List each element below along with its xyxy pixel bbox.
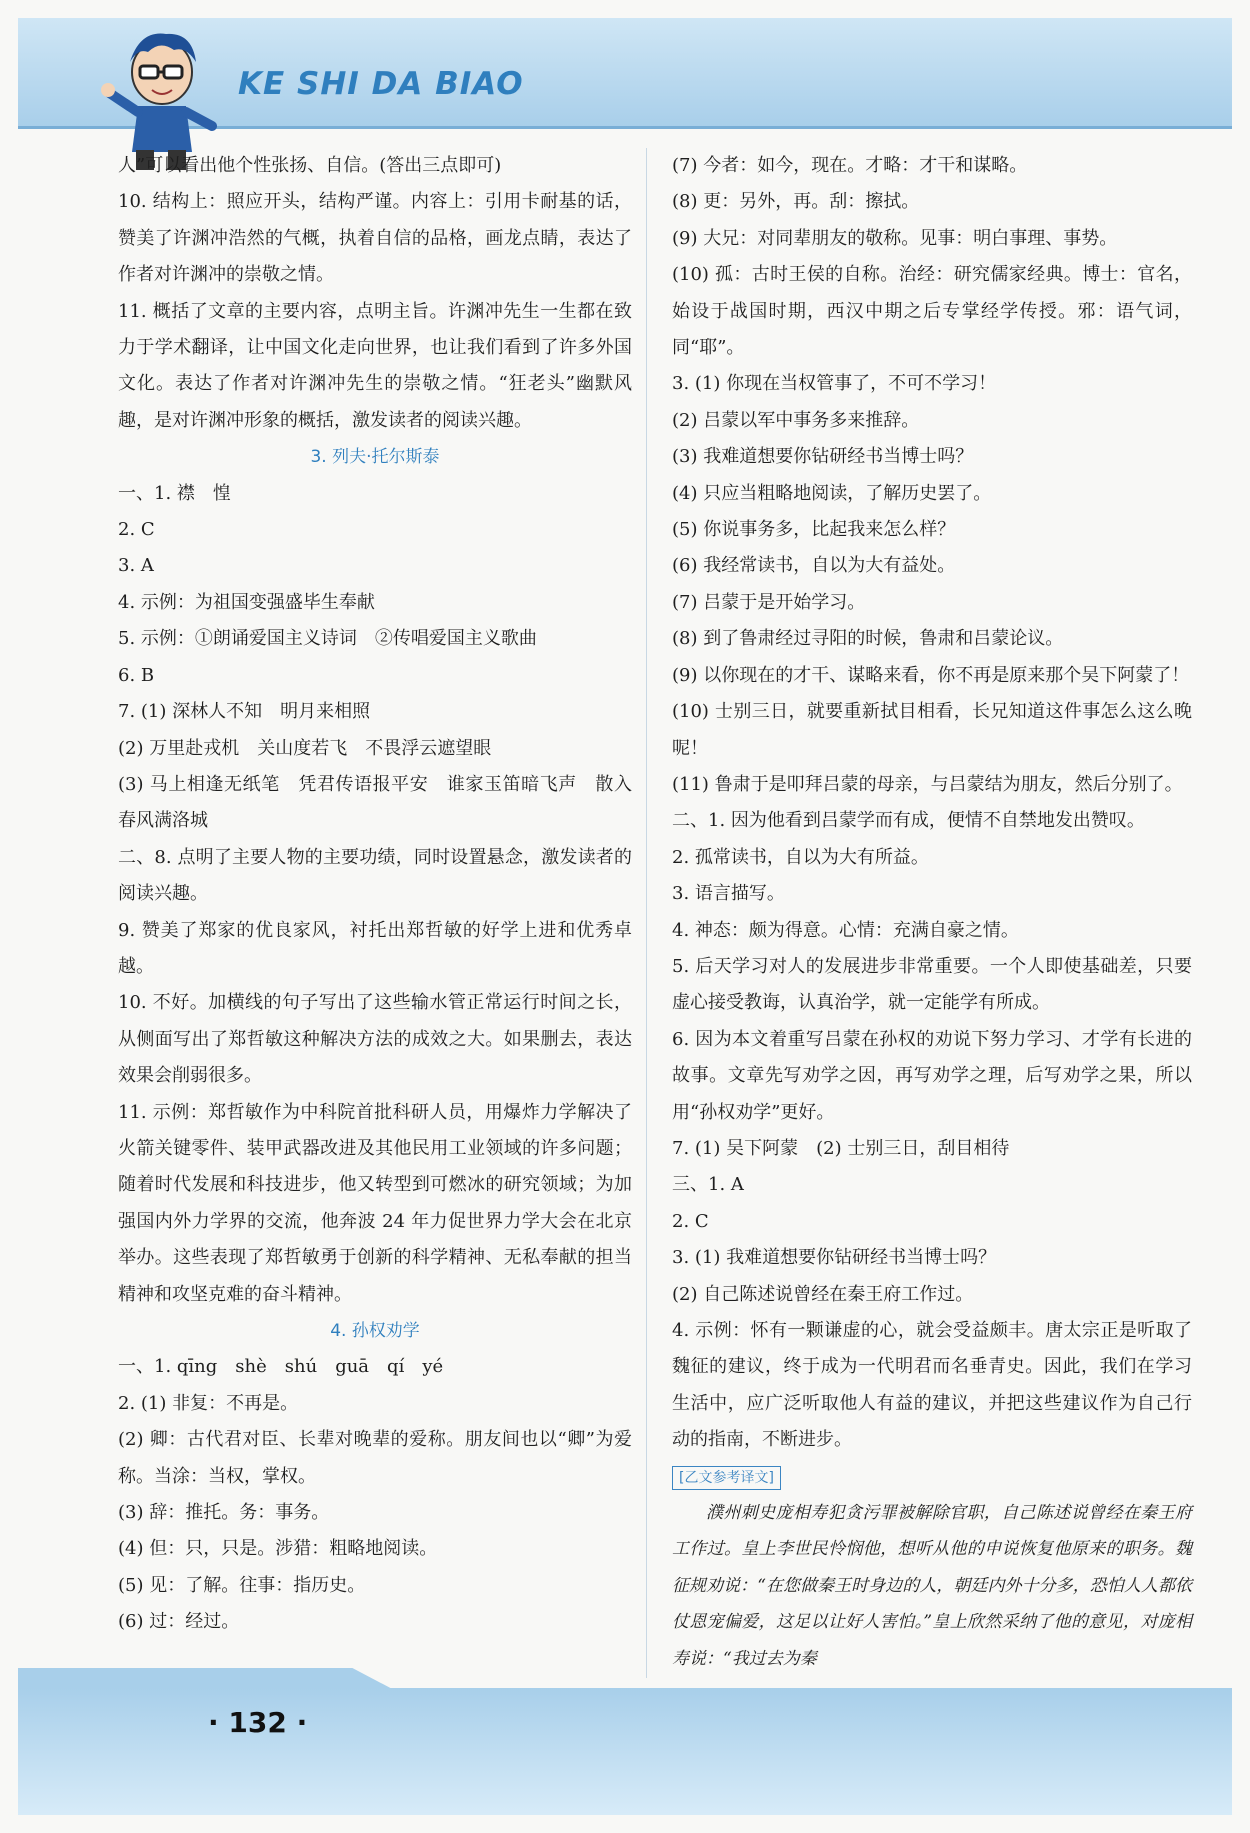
- answer-line: 4. 示例：为祖国变强盛毕生奉献: [118, 591, 375, 613]
- answer-line: (4) 只应当粗略地阅读，了解历史罢了。: [672, 482, 992, 504]
- answer-line: (3) 辞：推托。务：事务。: [118, 1502, 330, 1524]
- answer-line: (2) 卿：古代君对臣、长辈对晚辈的爱称。朋友间也以“卿”为爱称。当涂：当权，掌权。: [118, 1429, 632, 1487]
- answer-line: (6) 我经常读书，自以为大有益处。: [672, 555, 956, 577]
- answer-line: 10. 结构上：照应开头，结构严谨。内容上：引用卡耐基的话，赞美了许渊冲浩然的气概，执着自信的品格，画龙点睛，表达了作者对许渊冲的崇敬之情。: [118, 191, 632, 286]
- left-column: [118, 148, 632, 1641]
- answer-line: (11) 鲁肃于是叩拜吕蒙的母亲，与吕蒙结为朋友，然后分别了。: [672, 773, 1183, 795]
- answer-line: 3. (1) 你现在当权管事了，不可不学习！: [672, 373, 997, 395]
- answer-line: 2. (1) 非复：不再是。: [118, 1392, 299, 1414]
- section-heading: 3. 列夫·托尔斯泰: [310, 447, 440, 468]
- answer-line: 4. 神态：颇为得意。心情：充满自豪之情。: [672, 919, 1019, 941]
- answer-line: 5. 后天学习对人的发展进步非常重要。一个人即使基础差，只要虚心接受教诲，认真治学，就一定能学有所成。: [672, 955, 1192, 1014]
- answer-line: (7) 吕蒙于是开始学习。: [672, 591, 866, 613]
- answer-line: (2) 吕蒙以军中事务多来推辞。: [672, 409, 920, 431]
- answer-line: 3. 语言描写。: [672, 883, 785, 905]
- answer-line: 7. (1) 吴下阿蒙 (2) 士别三日，刮目相待: [672, 1137, 1010, 1159]
- answer-line: 2. 孤常读书，自以为大有所益。: [672, 846, 929, 868]
- answer-line: (6) 过：经过。: [118, 1611, 240, 1633]
- answer-line: 7. (1) 深林人不知 明月来相照: [118, 701, 371, 723]
- answer-line: 二、8. 点明了主要人物的主要功绩，同时设置悬念，激发读者的阅读兴趣。: [118, 846, 632, 905]
- answer-line: 10. 不好。加横线的句子写出了这些输水管正常运行时间之长，从侧面写出了郑哲敏这种解决方法的成效之大。如果删去，表达效果会削弱很多。: [118, 992, 632, 1087]
- answer-line: (10) 孤：古时王侯的自称。治经：研究儒家经典。博士：官名，始设于战国时期，西汉中期之后专掌经学传授。邪：语气词，同“耶”。: [672, 264, 1192, 359]
- page-number: · 132 ·: [208, 1706, 308, 1739]
- column-divider: [646, 148, 647, 1678]
- answer-line: 5. 示例：①朗诵爱国主义诗词 ②传唱爱国主义歌曲: [118, 628, 537, 650]
- answer-line: 一、1. 襟 惶: [118, 482, 231, 504]
- answer-line: (4) 但：只，只是。涉猎：粗略地阅读。: [118, 1538, 438, 1560]
- answer-line: 11. 概括了文章的主要内容，点明主旨。许渊冲先生一生都在致力于学术翻译，让中国文化走向世界，也让我们看到了许多外国文化。表达了作者对许渊冲先生的崇敬之情。“狂老头”幽默风趣，是对许渊冲形象的概括，激发读者的阅读兴趣。: [118, 300, 632, 431]
- answer-line: (10) 士别三日，就要重新拭目相看，长兄知道这件事怎么这么晚呢！: [672, 701, 1192, 759]
- translation-label: [乙文参考译文]: [672, 1459, 1192, 1495]
- answer-line: (8) 更：另外，再。刮：擦拭。: [672, 191, 920, 213]
- answer-line: (9) 大兄：对同辈朋友的敬称。见事：明白事理、事势。: [672, 227, 1118, 249]
- answer-line: (7) 今者：如今，现在。才略：才干和谋略。: [672, 155, 1028, 176]
- answer-line: 3. (1) 我难道想要你钻研经书当博士吗？: [672, 1247, 997, 1269]
- answer-line: (2) 自己陈述说曾经在秦王府工作过。: [672, 1283, 974, 1305]
- translation-text: 濮州刺史庞相寿犯贪污罪被解除官职，自己陈述说曾经在秦王府工作过。皇上李世民怜悯他，想听从他的申说恢复他原来的职务。魏征规劝说：“在您做秦王时身边的人，朝廷内外十分多，恐怕人人都依仗恩宠偏爱，这足以让好人害怕。”皇上欣然采纳了他的意见，对庞相寿说：“我过去为秦: [672, 1503, 1192, 1669]
- answer-line: (3) 马上相逢无纸笔 凭君传语报平安 谁家玉笛暗飞声 散入春风满洛城: [118, 773, 632, 832]
- answer-line: (9) 以你现在的才干、谋略来看，你不再是原来那个吴下阿蒙了！: [672, 664, 1190, 686]
- answer-line: (8) 到了鲁肃经过寻阳的时候，鲁肃和吕蒙论议。: [672, 628, 1064, 650]
- answer-line: 9. 赞美了郑家的优良家风，衬托出郑哲敏的好学上进和优秀卓越。: [118, 919, 632, 977]
- answer-line: 2. C: [672, 1210, 709, 1232]
- brand-title: KE SHI DA BIAO: [238, 66, 524, 102]
- answer-line: 三、1. A: [672, 1174, 744, 1196]
- answer-line: 二、1. 因为他看到吕蒙学而有成，便情不自禁地发出赞叹。: [672, 810, 1145, 832]
- answer-line: 人”可以看出他个性张扬、自信。(答出三点即可): [118, 155, 502, 176]
- answer-line: 6. B: [118, 664, 155, 686]
- answer-line: 11. 示例：郑哲敏作为中科院首批科研人员，用爆炸力学解决了火箭关键零件、装甲武器改进及其他民用工业领域的许多问题；随着时代发展和科技进步，他又转型到可燃冰的研究领域；为加强国内外力学界的交流，他奔波 24 年力促世界力学大会在北京举办。这些表现了郑哲敏勇于创新的科学精神、无私奉献的担当精神和攻坚克难的奋斗精神。: [118, 1101, 632, 1305]
- answer-line: 一、1. qīng shè shú guā qí yé: [118, 1356, 444, 1378]
- answer-line: 2. C: [118, 519, 155, 541]
- right-column: [672, 148, 1192, 1677]
- answer-line: (5) 你说事务多，比起我来怎么样？: [672, 519, 956, 541]
- answer-line: (2) 万里赴戎机 关山度若飞 不畏浮云遮望眼: [118, 737, 492, 759]
- page-footer-band: [18, 1688, 1232, 1815]
- answer-line: 3. A: [118, 555, 154, 577]
- answer-line: (3) 我难道想要你钻研经书当博士吗？: [672, 446, 974, 468]
- answer-line: 4. 示例：怀有一颗谦虚的心，就会受益颇丰。唐太宗正是听取了魏征的建议，终于成为一代明君而名垂青史。因此，我们在学习生活中，应广泛听取他人有益的建议，并把这些建议作为自己行动的指南，不断进步。: [672, 1320, 1192, 1451]
- answer-line: 6. 因为本文着重写吕蒙在孙权的劝说下努力学习、才学有长进的故事。文章先写劝学之因，再写劝学之理，后写劝学之果，所以用“孙权劝学”更好。: [672, 1028, 1192, 1123]
- section-heading: 4. 孙权劝学: [330, 1321, 420, 1341]
- answer-line: (5) 见：了解。往事：指历史。: [118, 1574, 366, 1596]
